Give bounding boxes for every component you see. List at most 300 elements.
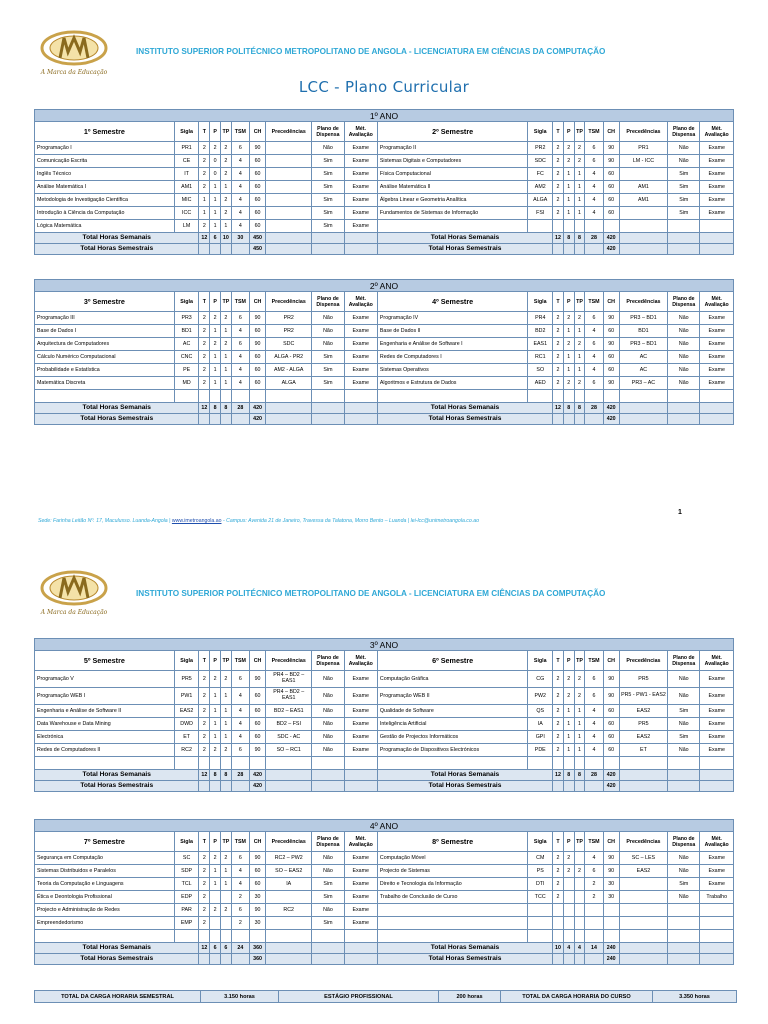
course-cell (174, 930, 199, 943)
course-cell: 2 (574, 312, 585, 325)
total-weekly-value: 420 (603, 770, 619, 781)
course-cell: 2 (231, 891, 249, 904)
course-cell: RC2 – PW2 (266, 852, 312, 865)
course-cell: 2 (563, 671, 574, 688)
course-cell: PR2 (266, 325, 312, 338)
table-row (35, 852, 734, 865)
course-cell: ICC (174, 207, 199, 220)
course-cell: 1 (199, 207, 210, 220)
course-cell: Não (312, 744, 344, 757)
course-cell (210, 390, 221, 403)
course-cell: 2 (553, 705, 564, 718)
course-cell: Exame (700, 351, 734, 364)
total-semester-value: 420 (603, 781, 619, 792)
year-title: 3º ANO (35, 639, 734, 651)
total-weekly-value: 14 (585, 943, 603, 954)
course-cell: AM2 - ALGA (266, 364, 312, 377)
course-cell: Sim (668, 731, 700, 744)
course-cell: 60 (249, 865, 265, 878)
total-weekly-label: Total Horas Semanais (35, 403, 199, 414)
course-cell: 2 (220, 852, 231, 865)
empty-cell (312, 954, 344, 965)
course-cell: 2 (563, 852, 574, 865)
course-cell: 2 (210, 904, 221, 917)
course-cell (700, 904, 734, 917)
year-table-4 (34, 819, 734, 965)
course-cell: GPI (528, 731, 553, 744)
course-cell (312, 390, 344, 403)
course-cell (312, 757, 344, 770)
course-cell: 2 (199, 364, 210, 377)
empty-cell (668, 781, 700, 792)
course-cell: Sim (312, 878, 344, 891)
course-cell: 4 (585, 744, 603, 757)
course-name: Engenharia e Análise de Software I (377, 338, 528, 351)
course-cell: 60 (249, 377, 265, 390)
footer (38, 518, 728, 524)
course-cell: 2 (553, 744, 564, 757)
course-cell: 2 (553, 142, 564, 155)
course-cell (210, 891, 221, 904)
course-cell: 1 (210, 688, 221, 705)
course-name: Programação III (35, 312, 175, 325)
column-header-t: T (553, 832, 564, 852)
course-cell: Exame (344, 705, 377, 718)
course-cell (344, 757, 377, 770)
course-cell: 60 (603, 181, 619, 194)
course-name: Programação V (35, 671, 175, 688)
course-cell: SDC (528, 155, 553, 168)
course-cell: EAS2 (619, 705, 667, 718)
column-header-p: P (563, 651, 574, 671)
empty-cell (668, 943, 700, 954)
course-cell: 90 (249, 338, 265, 351)
empty-cell (266, 954, 312, 965)
course-cell (174, 757, 199, 770)
course-cell (266, 930, 312, 943)
empty-cell (199, 244, 210, 255)
course-cell: 2 (199, 731, 210, 744)
course-name: Data Warehouse e Data Mining (35, 718, 175, 731)
column-header-p: P (210, 122, 221, 142)
course-cell (210, 917, 221, 930)
course-cell: LM - ICC (619, 155, 667, 168)
column-header-p: P (563, 122, 574, 142)
column-header-tp: TP (574, 122, 585, 142)
course-cell: Exame (344, 168, 377, 181)
course-cell: 2 (199, 325, 210, 338)
empty-cell (266, 414, 312, 425)
course-cell: 2 (210, 852, 221, 865)
course-cell: AC (619, 351, 667, 364)
course-cell: 1 (574, 168, 585, 181)
course-cell: 4 (231, 194, 249, 207)
course-cell: 1 (563, 731, 574, 744)
course-cell: 2 (199, 705, 210, 718)
course-cell: Sim (312, 891, 344, 904)
empty-cell (210, 244, 221, 255)
course-cell (563, 904, 574, 917)
course-cell (199, 390, 210, 403)
course-cell: Não (668, 688, 700, 705)
column-header-t: T (553, 292, 564, 312)
table-row (35, 155, 734, 168)
course-cell: Exame (344, 194, 377, 207)
course-cell: Exame (344, 917, 377, 930)
course-name: Sistemas Distribuidos e Paralelos (35, 865, 175, 878)
course-cell: Não (312, 865, 344, 878)
course-cell: Exame (344, 312, 377, 325)
course-cell (603, 220, 619, 233)
course-name (377, 757, 528, 770)
course-name: Base de Dados I (35, 325, 175, 338)
course-cell (603, 757, 619, 770)
course-cell (231, 390, 249, 403)
total-weekly-value: 28 (231, 403, 249, 414)
empty-cell (668, 954, 700, 965)
column-header-plano: Plano de Dispensa (312, 292, 344, 312)
column-header-prec: Precedências (266, 292, 312, 312)
course-cell: IT (174, 168, 199, 181)
column-header-ch: CH (249, 122, 265, 142)
column-header-plano: Plano de Dispensa (312, 122, 344, 142)
course-name: Segurança em Computação (35, 852, 175, 865)
course-cell (585, 220, 603, 233)
course-cell: 2 (553, 207, 564, 220)
course-cell: 2 (563, 312, 574, 325)
course-cell: 2 (553, 168, 564, 181)
course-cell: 90 (249, 904, 265, 917)
course-cell: 4 (231, 377, 249, 390)
course-cell: 6 (231, 852, 249, 865)
column-header-ch: CH (603, 292, 619, 312)
course-cell: 60 (249, 731, 265, 744)
course-name: Inglês Técnico (35, 168, 175, 181)
course-cell: 1 (574, 731, 585, 744)
course-cell (563, 757, 574, 770)
course-cell: Não (312, 338, 344, 351)
course-cell (528, 917, 553, 930)
course-cell: 1 (574, 194, 585, 207)
course-cell: 2 (220, 671, 231, 688)
course-cell (574, 757, 585, 770)
column-header-tsm: TSM (585, 122, 603, 142)
course-cell: 90 (249, 671, 265, 688)
course-cell (528, 390, 553, 403)
course-cell: 4 (585, 351, 603, 364)
course-name: Análise Matemática II (377, 181, 528, 194)
course-cell: 4 (231, 220, 249, 233)
total-weekly-value: 12 (553, 233, 564, 244)
course-name: Empreendedorismo (35, 917, 175, 930)
course-cell: Exame (344, 852, 377, 865)
empty-cell (619, 954, 667, 965)
summary-table (34, 990, 736, 1003)
course-cell: 6 (231, 744, 249, 757)
course-cell: 6 (231, 671, 249, 688)
total-weekly-value: 420 (603, 233, 619, 244)
total-weekly-value: 12 (199, 233, 210, 244)
course-cell: 2 (563, 377, 574, 390)
course-cell: Sim (668, 194, 700, 207)
footer-website-link[interactable]: www.imetroangola.ao (171, 518, 222, 524)
course-cell: 2 (199, 744, 210, 757)
column-header-plano: Plano de Dispensa (668, 122, 700, 142)
course-cell: Não (312, 705, 344, 718)
course-cell: Não (312, 671, 344, 688)
course-cell (312, 930, 344, 943)
course-cell: Não (668, 364, 700, 377)
total-semester-value: 450 (249, 244, 265, 255)
course-cell: 2 (199, 142, 210, 155)
course-name: Programação de Dispositivos Electrónicos (377, 744, 528, 757)
course-cell: Não (668, 142, 700, 155)
course-cell: 2 (199, 338, 210, 351)
course-cell: 1 (220, 351, 231, 364)
institute-name-page2: INSTITUTO SUPERIOR POLITÉCNICO METROPOLITANO DE ANGOLA - LICENCIATURA EM CIÊNCIAS DA COMPUTAÇÃO (136, 589, 606, 598)
course-cell: 4 (231, 155, 249, 168)
course-cell: 60 (603, 718, 619, 731)
course-cell: Exame (344, 325, 377, 338)
course-cell: 6 (231, 312, 249, 325)
empty-cell (619, 233, 667, 244)
column-header-plano: Plano de Dispensa (668, 292, 700, 312)
course-cell: Não (312, 852, 344, 865)
course-cell: 1 (210, 377, 221, 390)
course-cell: Exame (700, 312, 734, 325)
column-header-sigla: Sigla (528, 651, 553, 671)
empty-cell (344, 770, 377, 781)
course-cell: Não (668, 718, 700, 731)
total-weekly-value: 420 (249, 403, 265, 414)
column-header-tsm: TSM (585, 292, 603, 312)
course-cell: Exame (344, 688, 377, 705)
column-header-t: T (199, 832, 210, 852)
course-cell (574, 878, 585, 891)
course-cell: 60 (249, 207, 265, 220)
column-header-plano: Plano de Dispensa (668, 651, 700, 671)
column-header-tp: TP (220, 832, 231, 852)
year-table-1 (34, 109, 734, 255)
course-cell: 2 (563, 155, 574, 168)
course-cell: Exame (700, 878, 734, 891)
course-name: Base de Dados II (377, 325, 528, 338)
course-cell: FSI (528, 207, 553, 220)
course-cell (528, 930, 553, 943)
course-cell (668, 904, 700, 917)
course-cell (266, 390, 312, 403)
course-cell (174, 390, 199, 403)
empty-cell (210, 954, 221, 965)
course-cell: EAS2 (174, 705, 199, 718)
empty-cell (220, 954, 231, 965)
course-cell (266, 220, 312, 233)
table-row (35, 194, 734, 207)
total-semester-value: 420 (603, 414, 619, 425)
course-cell (553, 757, 564, 770)
course-cell: Não (668, 377, 700, 390)
course-cell (574, 891, 585, 904)
course-name: Matemática Discreta (35, 377, 175, 390)
course-name: Metodologia de Investigação Científica (35, 194, 175, 207)
course-cell: Exame (344, 181, 377, 194)
empty-cell (231, 244, 249, 255)
course-cell: PR2 (266, 312, 312, 325)
column-header-tp: TP (574, 651, 585, 671)
course-cell (700, 757, 734, 770)
empty-cell (563, 244, 574, 255)
empty-cell (700, 954, 734, 965)
course-cell: 1 (563, 181, 574, 194)
column-header-met: Mét. Avaliação (700, 292, 734, 312)
total-weekly-value: 8 (574, 403, 585, 414)
course-cell: Não (312, 688, 344, 705)
column-header-tp: TP (574, 832, 585, 852)
course-cell (668, 390, 700, 403)
course-cell: 1 (574, 718, 585, 731)
table-row (35, 312, 734, 325)
course-cell: 2 (553, 891, 564, 904)
course-cell (553, 904, 564, 917)
semester-title: 6º Semestre (377, 651, 528, 671)
course-cell (553, 390, 564, 403)
course-cell: 1 (210, 364, 221, 377)
course-cell: Exame (344, 744, 377, 757)
course-cell: Exame (344, 155, 377, 168)
course-cell: RC2 (266, 904, 312, 917)
empty-cell (700, 233, 734, 244)
course-cell (266, 142, 312, 155)
course-cell: 2 (553, 325, 564, 338)
course-cell: 2 (574, 155, 585, 168)
course-cell (574, 390, 585, 403)
course-cell: Exame (700, 731, 734, 744)
course-name: Programação I (35, 142, 175, 155)
course-cell (563, 891, 574, 904)
course-cell: 2 (210, 338, 221, 351)
empty-cell (574, 414, 585, 425)
column-header-tsm: TSM (231, 651, 249, 671)
course-name: Engenharia e Análise de Software II (35, 705, 175, 718)
course-cell: 1 (210, 731, 221, 744)
course-cell: Não (668, 325, 700, 338)
empty-cell (312, 414, 344, 425)
course-cell: PW1 (174, 688, 199, 705)
total-weekly-value: 4 (574, 943, 585, 954)
course-cell: 1 (199, 194, 210, 207)
summary-estagio-value: 200 horas (439, 991, 501, 1003)
course-cell: 4 (585, 181, 603, 194)
course-cell (574, 904, 585, 917)
summary-curso-label: TOTAL DA CARGA HORARIA DO CURSO (501, 991, 653, 1003)
column-header-plano: Plano de Dispensa (312, 651, 344, 671)
table-row (35, 865, 734, 878)
course-cell: PR5 (619, 671, 667, 688)
course-cell: 90 (603, 312, 619, 325)
course-cell: 4 (231, 718, 249, 731)
column-header-sigla: Sigla (528, 122, 553, 142)
course-cell: AC (174, 338, 199, 351)
course-cell (249, 757, 265, 770)
course-cell: TCL (174, 878, 199, 891)
empty-cell (668, 244, 700, 255)
course-cell (603, 904, 619, 917)
table-row (35, 377, 734, 390)
course-cell: Exame (344, 220, 377, 233)
table-row (35, 688, 734, 705)
column-header-tp: TP (220, 651, 231, 671)
course-cell (528, 904, 553, 917)
empty-cell (231, 781, 249, 792)
empty-cell (344, 954, 377, 965)
course-cell: 90 (603, 671, 619, 688)
course-name: Redes de Computadores I (377, 351, 528, 364)
column-header-ch: CH (603, 832, 619, 852)
course-cell (619, 168, 667, 181)
empty-cell (700, 770, 734, 781)
course-cell (249, 930, 265, 943)
empty-cell (199, 414, 210, 425)
empty-cell (266, 403, 312, 414)
year-table-3 (34, 638, 734, 792)
table-row (35, 878, 734, 891)
course-cell: EMP (174, 917, 199, 930)
total-weekly-value: 12 (199, 770, 210, 781)
column-header-prec: Precedências (619, 122, 667, 142)
course-cell: 2 (199, 904, 210, 917)
course-cell: SDC - AC (266, 731, 312, 744)
course-cell (585, 904, 603, 917)
course-cell: Exame (344, 338, 377, 351)
course-cell: Sim (312, 155, 344, 168)
total-semester-label: Total Horas Semestrais (35, 954, 199, 965)
column-header-plano: Plano de Dispensa (668, 832, 700, 852)
column-header-plano: Plano de Dispensa (312, 832, 344, 852)
course-name: Inteligência Artificial (377, 718, 528, 731)
course-cell: BD2 (528, 325, 553, 338)
column-header-met: Mét. Avaliação (700, 122, 734, 142)
column-header-prec: Precedências (266, 122, 312, 142)
course-name: Algoritmos e Estrutura de Dados (377, 377, 528, 390)
course-name: Ética e Deontologia Profissional (35, 891, 175, 904)
course-cell: 4 (585, 168, 603, 181)
course-cell (266, 194, 312, 207)
total-weekly-value: 8 (563, 233, 574, 244)
course-cell: 60 (249, 194, 265, 207)
course-cell: Sim (312, 194, 344, 207)
column-header-met: Mét. Avaliação (344, 651, 377, 671)
total-weekly-value: 4 (563, 943, 574, 954)
course-cell: 2 (553, 731, 564, 744)
course-cell (619, 220, 667, 233)
course-cell (603, 917, 619, 930)
course-cell: 4 (231, 207, 249, 220)
column-header-prec: Precedências (619, 651, 667, 671)
course-cell: 4 (585, 194, 603, 207)
total-weekly-value: 12 (199, 943, 210, 954)
course-cell: 1 (210, 207, 221, 220)
course-cell: Sim (668, 207, 700, 220)
empty-cell (619, 770, 667, 781)
course-cell: SC – LES (619, 852, 667, 865)
year-table-2 (34, 279, 734, 425)
course-cell (700, 917, 734, 930)
course-cell (700, 220, 734, 233)
table-row (35, 181, 734, 194)
course-cell: 1 (563, 168, 574, 181)
course-cell: PR2 (528, 142, 553, 155)
course-cell: ALGA (266, 377, 312, 390)
